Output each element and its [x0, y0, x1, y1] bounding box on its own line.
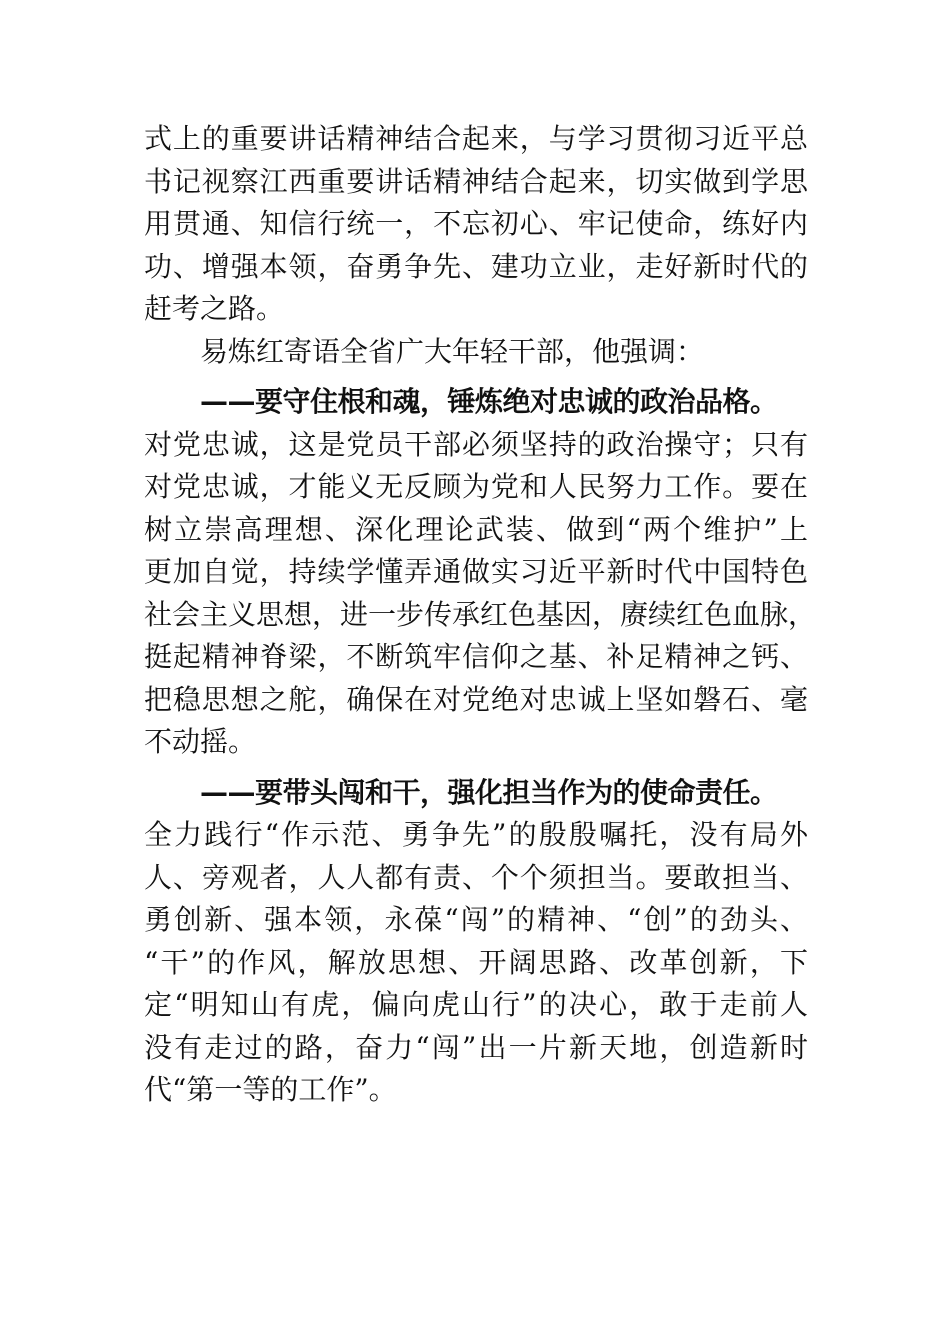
document-page [144, 118, 817, 1112]
heading-text: ——要带头闯和干，强化担当作为的使命责任。 [200, 775, 778, 809]
text-line: 代“第一等的工作”。 [144, 1073, 397, 1106]
paragraph-1 [144, 118, 808, 331]
text-line: 勇创新、强本领，永葆“闯”的精神、“创”的劲头、 [144, 903, 808, 936]
heading-text: ——要守住根和魂，锤炼绝对忠诚的政治品格。 [200, 385, 778, 418]
text-line: 更加自觉，持续学懂弄通做实习近平新时代中国特色 [144, 555, 808, 588]
paragraph-2 [144, 331, 808, 374]
text-line: 人、旁观者，人人都有责、个个须担当。要敢担当、 [144, 860, 808, 894]
text-line: 把稳思想之舵，确保在对党绝对忠诚上坚如磐石、毫 [144, 682, 808, 716]
text-line: 社会主义思想，进一步传承红色基因，赓续红色血脉， [144, 597, 817, 631]
text-line: 易炼红寄语全省广大年轻干部，他强调： [200, 334, 705, 368]
section-heading-2 [144, 772, 808, 815]
text-line: 功、增强本领，奋勇争先、建功立业，走好新时代的 [144, 249, 808, 283]
text-line: 用贯通、知信行统一，不忘初心、牢记使命，练好内 [144, 207, 808, 240]
text-line: 对党忠诚，这是党员干部必须坚持的政治操守；只有 [144, 427, 808, 461]
text-line: 不动摇。 [144, 725, 257, 758]
text-line: 书记视察江西重要讲话精神结合起来，切实做到学思 [144, 164, 808, 198]
text-line: 没有走过的路，奋力“闯”出一片新天地，创造新时 [144, 1030, 808, 1064]
paragraph-3 [144, 424, 817, 764]
text-line: 挺起精神脊梁，不断筑牢信仰之基、补足精神之钙、 [144, 640, 808, 673]
text-line: 赶考之路。 [144, 292, 285, 325]
text-line: 树立崇高理想、深化理论武装、做到“两个维护”上 [144, 512, 808, 546]
text-line: 定“明知山有虎，偏向虎山行”的决心，敢于走前人 [144, 988, 808, 1021]
text-line: “干”的作风，解放思想、开阔思路、改革创新，下 [144, 945, 808, 979]
text-line: 式上的重要讲话精神结合起来，与学习贯彻习近平总 [144, 122, 808, 155]
paragraph-4 [144, 814, 808, 1112]
section-heading-1 [144, 381, 808, 424]
text-line: 全力践行“作示范、勇争先”的殷殷嘱托，没有局外 [144, 818, 808, 851]
text-line: 对党忠诚，才能义无反顾为党和人民努力工作。要在 [144, 470, 808, 503]
